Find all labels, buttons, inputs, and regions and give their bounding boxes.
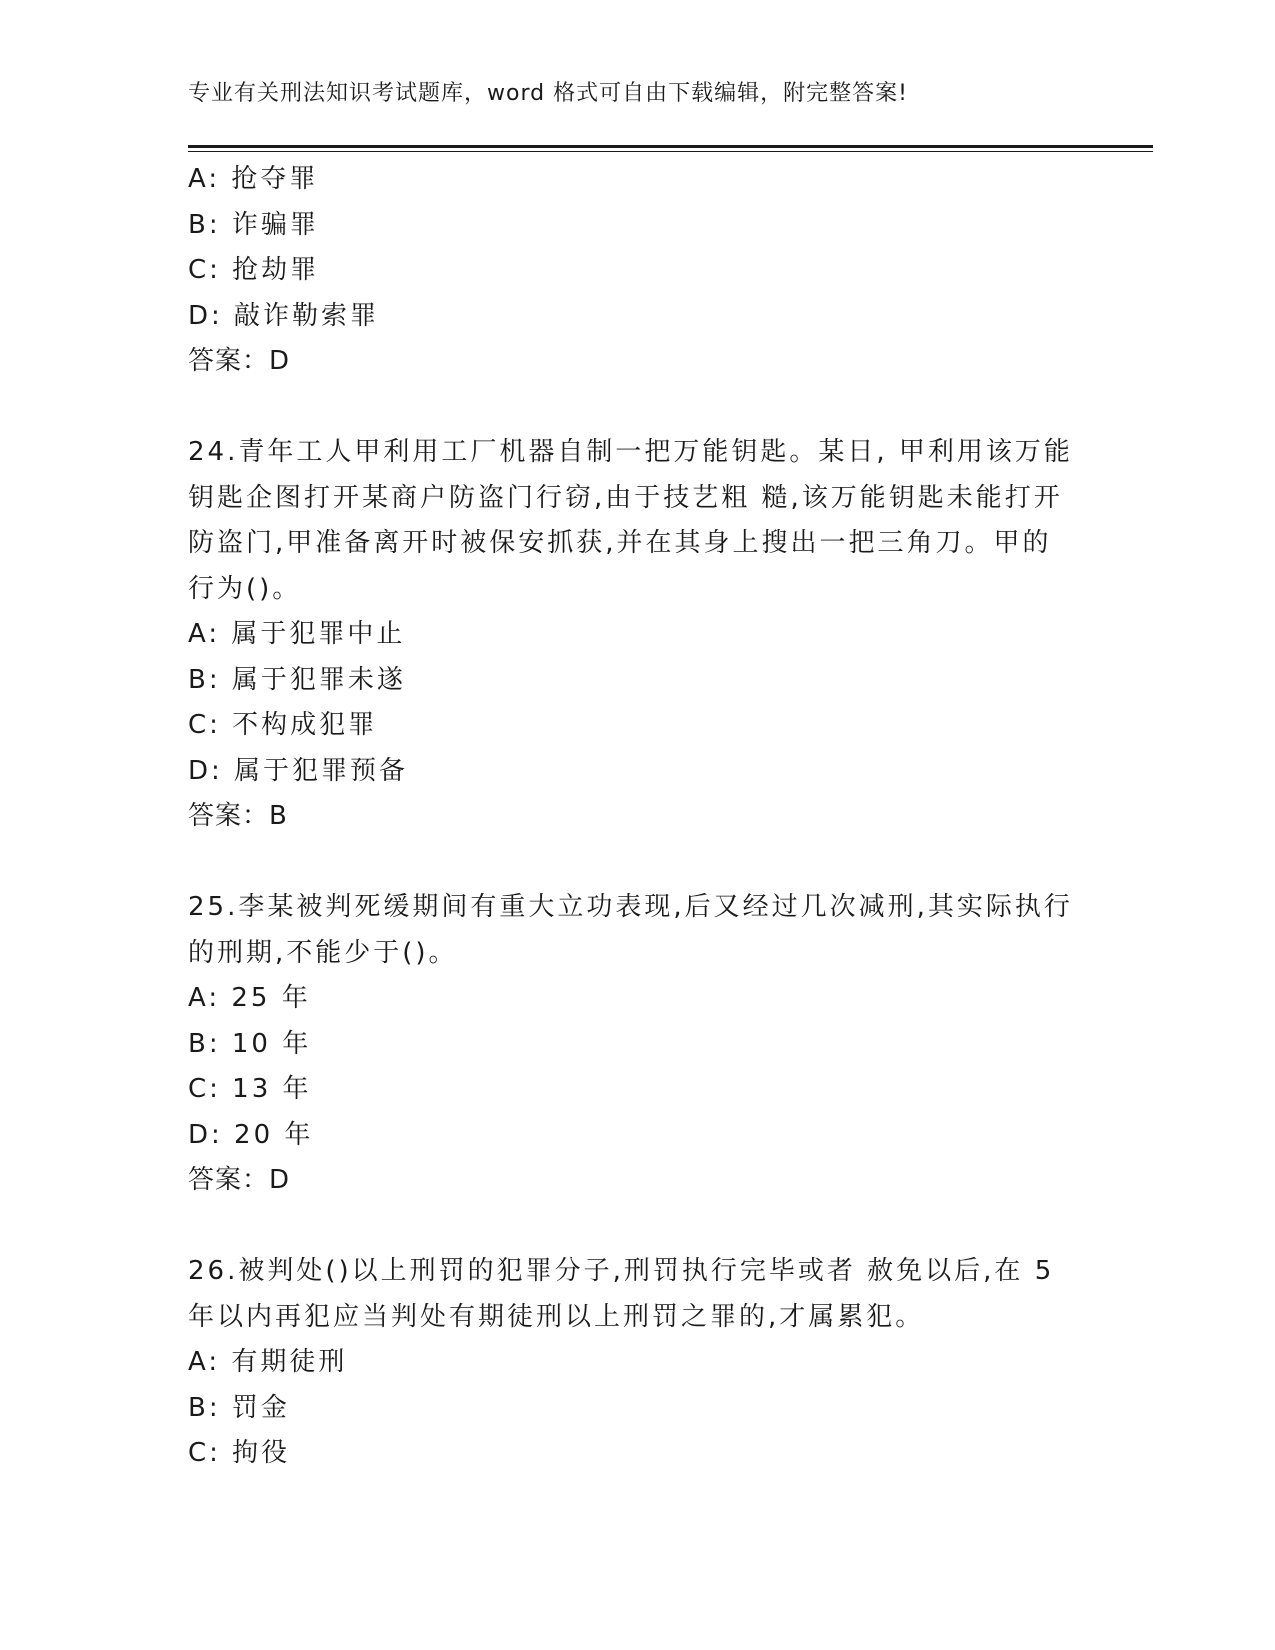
question-block (188, 430, 1088, 840)
answer-line: 答案：D (188, 1165, 291, 1195)
answer-line: 答案：D (188, 346, 291, 376)
option-c: C: 不构成犯罪 (188, 710, 378, 740)
question-list (188, 157, 1088, 1477)
header-rule-thin (188, 151, 1153, 152)
question-stem-line: 防盗门,甲准备离开时被保安抓获,并在其身上搜出一把三角刀。甲的 (188, 528, 1052, 558)
option-d: D: 20 年 (188, 1119, 314, 1150)
option-b: B: 诈骗罪 (188, 209, 319, 240)
option-b: B: 罚金 (188, 1392, 290, 1423)
question-stem-line: 钥匙企图打开某商户防盗门行窃,由于技艺粗 糙,该万能钥匙未能打开 (188, 482, 1063, 513)
spacer (188, 840, 1088, 886)
option-d: D: 属于犯罪预备 (188, 755, 409, 786)
answer-line: 答案：B (188, 801, 288, 831)
option-b: B: 10 年 (188, 1028, 312, 1059)
question-stem-line: 行为()。 (188, 573, 302, 604)
question-block (188, 1249, 1088, 1477)
question-block (188, 157, 1088, 385)
header-note: 专业有关刑法知识考试题库，word 格式可自由下载编辑，附完整答案! (188, 81, 908, 106)
option-c: C: 13 年 (188, 1074, 312, 1104)
question-stem-line: 的刑期,不能少于()。 (188, 937, 458, 968)
option-a: A: 25 年 (188, 983, 311, 1013)
question-stem-line: 26.被判处()以上刑罚的犯罪分子,刑罚执行完毕或者 赦免以后,在 5 (188, 1256, 1055, 1286)
option-a: A: 抢夺罪 (188, 164, 319, 194)
option-c: C: 抢劫罪 (188, 255, 320, 285)
option-a: A: 有期徒刑 (188, 1347, 348, 1377)
option-d: D: 敲诈勒索罪 (188, 300, 380, 331)
option-a: A: 属于犯罪中止 (188, 619, 406, 649)
question-block (188, 885, 1088, 1204)
header-rule-thick (188, 145, 1153, 148)
question-stem-line: 年以内再犯应当判处有期徒刑以上刑罚之罪的,才属累犯。 (188, 1301, 925, 1332)
spacer (188, 1204, 1088, 1250)
option-c: C: 拘役 (188, 1438, 291, 1468)
question-stem-line: 25.李某被判死缓期间有重大立功表现,后又经过几次减刑,其实际执行 (188, 892, 1073, 922)
question-stem-line: 24.青年工人甲利用工厂机器自制一把万能钥匙。某日, 甲利用该万能 (188, 437, 1073, 467)
option-b: B: 属于犯罪未遂 (188, 664, 406, 695)
spacer (188, 385, 1088, 431)
